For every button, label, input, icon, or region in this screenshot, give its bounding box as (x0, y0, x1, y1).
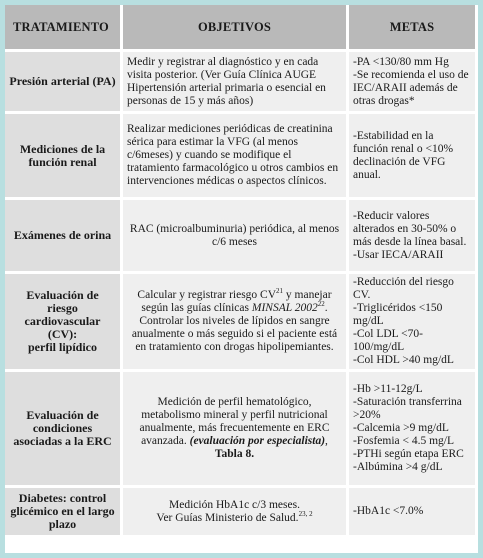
goal-item: -Usar IECA/ARAII (353, 248, 444, 261)
treatment-table (5, 5, 478, 538)
header-objetivos: OBJETIVOS (123, 5, 349, 52)
table-row (5, 372, 478, 488)
header-row (5, 5, 478, 52)
treatment-line: perfil lipídico (28, 340, 97, 354)
footnote-ref: 22 (317, 300, 325, 309)
treatment-cell: Evaluación de condiciones asociadas a la ERC (5, 372, 123, 488)
goal-item: -Calcemia >9 mg/dL (353, 422, 449, 434)
goal-item: -Reducir valores alterados en 30-50% o más desde la línea basal. (353, 209, 467, 248)
table-reference: Tabla 8. (214, 448, 255, 460)
goal-item: -Hb >11-12g/L (353, 383, 423, 395)
goal-item: -Col HDL >40 mg/dL (353, 354, 454, 366)
goal-item: -Estabilidad en la función renal o <10% declinación de VFG anual. (353, 129, 454, 181)
objective-cell (123, 274, 349, 372)
goal-item: -Col LDL <70-100/mg/dL (353, 328, 423, 353)
treatment-line: Evaluación de (26, 288, 99, 302)
goals-cell (349, 488, 478, 538)
goal-item: -Fosfemia < 4.5 mg/L (353, 435, 455, 447)
goal-item: -HbA1c <7.0% (353, 505, 424, 517)
objective-cell (123, 372, 349, 488)
objective-text: . Controlar los niveles de lípidos en sangre anualmente o más seguido si el paciente está en tratamiento con drogas hipolipemiantes. (131, 302, 338, 353)
goals-cell (349, 372, 478, 488)
goal-item: -PTHi según etapa ERC (353, 448, 464, 460)
goal-item: -Se recomienda el uso de IEC/ARAII además de otras drogas* (353, 68, 469, 107)
treatment-line: riesgo (47, 301, 78, 315)
objective-text: Medición de perfil hematológico, metabolismo mineral y perfil nutricional anualmente, más frecuentemente en ERC avanzada. (139, 396, 330, 447)
objective-citation: MINSAL 2002 (251, 302, 318, 314)
treatment-table-frame (5, 5, 478, 553)
header-metas: METAS (349, 5, 478, 52)
goal-item: -Albúmina >4 g/dL (353, 461, 443, 473)
objective-cell: RAC (microalbuminuria) periódica, al menos c/6 meses (123, 200, 349, 274)
objective-text: , (325, 435, 328, 447)
goals-cell (349, 114, 478, 200)
table-row (5, 200, 478, 274)
goals-cell (349, 52, 478, 114)
table-row (5, 488, 478, 538)
table-row (5, 114, 478, 200)
treatment-cell: Exámenes de orina (5, 200, 123, 274)
goals-cell (349, 274, 478, 372)
objective-cell: Realizar mediciones periódicas de creatinina sérica para estimar la VFG (al menos c/6meses) y cuando se modifique el tratamiento farmacológico u otros cambios en intervenciones médicas o aspectos clínicos. (123, 114, 349, 200)
treatment-line: cardiovascular (24, 314, 101, 328)
treatment-cell: Presión arterial (PA) (5, 52, 123, 114)
treatment-cell: Diabetes: control glicémico en el largo plazo (5, 488, 123, 538)
objective-cell (123, 488, 349, 538)
goals-cell (349, 200, 478, 274)
table-row (5, 274, 478, 372)
objective-cell: Medir y registrar al diagnóstico y en cada visita posterior. (Ver Guía Clínica AUGE Hipertensión arterial primaria o esencial en personas de 15 y más años) (123, 52, 349, 114)
goal-item: -Reducción del riesgo CV. (353, 276, 454, 301)
goal-item: -Saturación transferrina >20% (353, 396, 462, 421)
footnote-ref: 23, 2 (298, 509, 313, 518)
table-row (5, 52, 478, 114)
objective-text: Calcular y registrar riesgo CV (137, 289, 277, 301)
treatment-cell: Mediciones de la función renal (5, 114, 123, 200)
treatment-line: (CV): (47, 327, 78, 341)
objective-text: Medición HbA1c c/3 meses. (169, 498, 300, 511)
treatment-cell (5, 274, 123, 372)
goal-item: -Triglicéridos <150 mg/dL (353, 302, 443, 327)
objective-note: (evaluación por especialista) (189, 435, 326, 447)
goal-item: -PA <130/80 mm Hg (353, 55, 449, 68)
objective-text: Ver Guías Ministerio de Salud. (156, 511, 299, 524)
objective-text: y manejar según las guías clínicas (141, 289, 332, 314)
footnote-ref: 21 (276, 287, 284, 296)
header-tratamiento: TRATAMIENTO (5, 5, 123, 52)
